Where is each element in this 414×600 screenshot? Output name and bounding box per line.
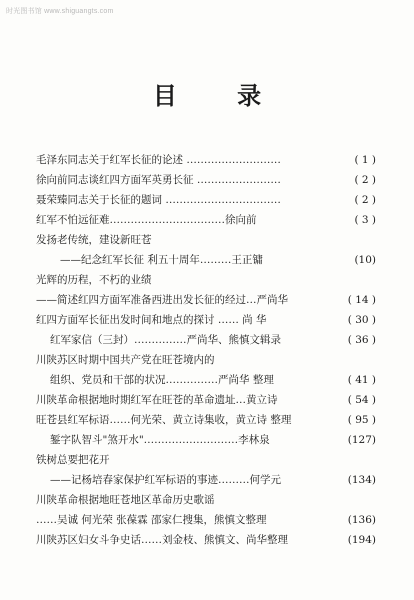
toc-entry-page: ( 95 ) (347, 414, 376, 426)
toc-entry (36, 510, 376, 530)
toc-entry-page: ( 41 ) (347, 374, 376, 386)
toc-entry (36, 370, 376, 390)
toc-entry-text: 川陕革命根据地时期红军在旺苍的革命遗址…黄立诗 (36, 394, 278, 406)
toc-entry-text: ——纪念红军长征 利五十周年………王正镛 (60, 254, 263, 266)
toc-entry-text: 川陕苏区时期中国共产党在旺苍境内的 (36, 354, 215, 366)
toc-entry (36, 230, 376, 250)
toc-entry-page: ( 14 ) (347, 294, 376, 306)
toc-entry-text: ——记杨培春家保护红军标语的事迹………何学元 (50, 474, 281, 486)
toc-entry-page: ( 54 ) (347, 394, 376, 406)
toc-entry-text: 铁树总要把花开 (36, 454, 110, 466)
toc-entry (36, 330, 376, 350)
toc-entry (36, 210, 376, 230)
toc-entry-page: ( 36 ) (347, 334, 376, 346)
toc-entry (36, 290, 376, 310)
toc-entry (36, 450, 376, 470)
toc-entry-text: 錾字队智斗"煞开水"………………………李林泉 (50, 434, 270, 446)
toc-entry-page: ( 30 ) (347, 314, 376, 326)
toc-entry-text: 徐向前同志谈红四方面军英勇长征 …………………… (36, 174, 281, 186)
toc-entry (36, 430, 376, 450)
toc-entry-text: 旺苍县红军标语……何光荣、黄立诗集收，黄立诗 整理 (36, 414, 292, 426)
toc-entry-page: ( 2 ) (354, 174, 376, 186)
toc-entry-text: ……吴诚 何光荣 张葆霖 邵家仁搜集，熊慎文整理 (36, 514, 267, 526)
toc-entry-page: (134) (347, 474, 376, 486)
toc-entry (36, 250, 376, 270)
toc-entry-page: ( 3 ) (354, 214, 376, 226)
toc-entry (36, 270, 376, 290)
toc-entry-text: 组织、党员和干部的状况……………严尚华 整理 (50, 374, 274, 386)
toc-entry (36, 150, 376, 170)
toc-entry-text: 聂荣臻同志关于长征的题词 …………………………… (36, 194, 281, 206)
toc-entry-text: ——简述红四方面军准备西进出发长征的经过…严尚华 (36, 294, 288, 306)
toc-entry (36, 470, 376, 490)
toc-entry-page: ( 2 ) (354, 194, 376, 206)
toc-entry (36, 390, 376, 410)
watermark: 时光图书馆 www.shiguangts.com (6, 8, 114, 15)
table-of-contents (36, 150, 376, 550)
toc-entry-page: ( 1 ) (354, 154, 376, 166)
toc-entry-page: (10) (354, 254, 376, 266)
toc-entry-text: 川陕革命根据地旺苍地区革命历史歌谣 (36, 494, 215, 506)
toc-entry-text: 红四方面军长征出发时间和地点的探讨 …… 尚 华 (36, 314, 267, 326)
toc-entry-text: 川陕苏区妇女斗争史话……刘金枝、熊慎文、尚华整理 (36, 534, 288, 546)
toc-entry-page: (194) (347, 534, 376, 546)
page-title: 目 录 (152, 81, 288, 110)
toc-entry (36, 530, 376, 550)
toc-entry (36, 490, 376, 510)
toc-entry-page: (136) (347, 514, 376, 526)
toc-entry-page: (127) (347, 434, 376, 446)
toc-entry-text: 毛泽东同志关于红军长征的论述 ……………………… (36, 154, 281, 166)
toc-entry-text: 发扬老传统，建设新旺苍 (36, 234, 152, 246)
toc-entry (36, 410, 376, 430)
toc-entry (36, 350, 376, 370)
toc-entry (36, 190, 376, 210)
toc-entry-text: 红军家信（三封）……………严尚华、熊慎文辑录 (50, 334, 281, 346)
toc-entry-text: 红军不怕远征难……………………………徐向前 (36, 214, 257, 226)
toc-entry (36, 170, 376, 190)
toc-entry-text: 光辉的历程，不朽的业绩 (36, 274, 152, 286)
toc-entry (36, 310, 376, 330)
